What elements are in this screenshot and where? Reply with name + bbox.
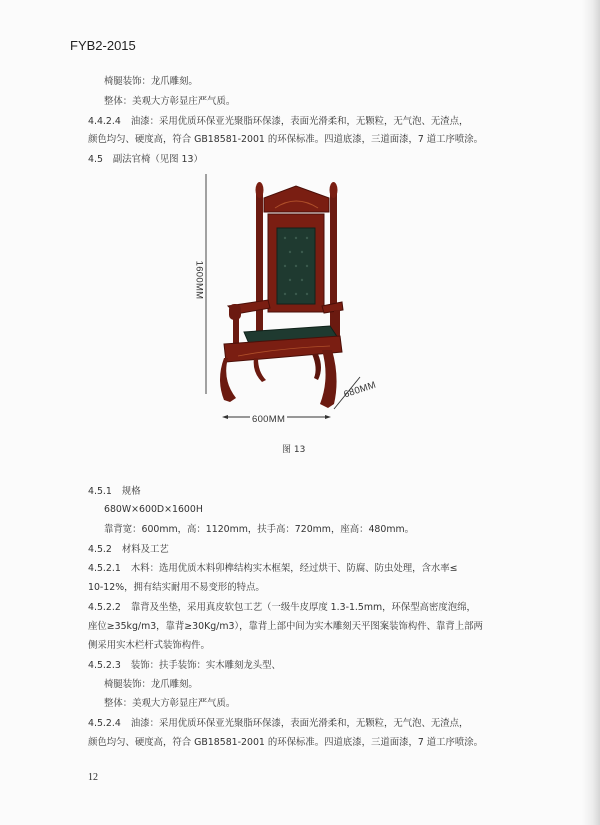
document-code: FYB2-2015 bbox=[70, 38, 136, 53]
decor-paragraph bbox=[88, 660, 281, 672]
leg-decor-text: 椅腿装饰：龙爪雕刻。 bbox=[104, 76, 198, 87]
materials-title: 材料及工艺 bbox=[121, 544, 169, 555]
clause-number: 4.4.2.4 bbox=[88, 116, 121, 127]
back-line-1: 靠背及坐垫，采用真皮软包工艺（一级牛皮厚度 1.3-1.5mm，环保型高密度泡绵， bbox=[130, 602, 476, 613]
height-dimension-label: 1600MM bbox=[193, 260, 205, 300]
section-title: 副法官椅（见图 13） bbox=[112, 154, 203, 165]
back-line-2: 座位≥35kg/m3，靠背≥30Kg/m3），靠背上部中间为实木雕刻天平图案装饰构件、靠背上部两 bbox=[88, 621, 483, 632]
spec-heading bbox=[88, 486, 141, 498]
back-paragraph bbox=[88, 602, 476, 614]
back-line-3: 侧采用实木栏杆式装饰构件。 bbox=[88, 640, 210, 651]
figure-caption: 图 13 bbox=[282, 445, 306, 455]
clause-number: 4.5.2.3 bbox=[88, 660, 121, 671]
paint-line-2-b: 颜色均匀、硬度高，符合 GB18581-2001 的环保标准。四道底漆，三道面漆，7 道工序喷涂。 bbox=[88, 737, 484, 748]
overall-text: 整体：美观大方彰显庄严气质。 bbox=[104, 96, 236, 107]
clause-number: 4.5.2.1 bbox=[88, 563, 121, 574]
spec-details: 靠背宽：600mm，高：1120mm，扶手高：720mm，座高：480mm。 bbox=[104, 524, 414, 535]
wood-line-1: 木料：选用优质木料卯榫结构实木框架，经过烘干、防腐、防虫处理，含水率≤ bbox=[130, 563, 458, 574]
clause-number: 4.5.2.4 bbox=[88, 718, 121, 729]
wood-paragraph bbox=[88, 563, 457, 575]
spec-title: 规格 bbox=[121, 486, 141, 497]
materials-heading bbox=[88, 544, 169, 556]
page-number: 12 bbox=[88, 772, 98, 783]
overall-text-2: 整体：美观大方彰显庄严气质。 bbox=[104, 698, 236, 709]
width-dimension-label: 600MM bbox=[252, 414, 286, 425]
materials-number: 4.5.2 bbox=[88, 544, 112, 555]
depth-dimension-label: 680MM bbox=[342, 379, 378, 401]
wood-line-2: 10-12%，拥有结实耐用不易变形的特点。 bbox=[88, 582, 265, 593]
section-number: 4.5 bbox=[88, 154, 103, 165]
spec-size: 680W×600D×1600H bbox=[104, 504, 203, 515]
leg-decor-text-2: 椅腿装饰：龙爪雕刻。 bbox=[104, 679, 198, 690]
paint-line-1: 油漆：采用优质环保亚光聚脂环保漆，表面光滑柔和，无颗粒，无气泡、无渣点， bbox=[130, 116, 469, 127]
clause-number: 4.5.2.2 bbox=[88, 602, 121, 613]
chair-illustration bbox=[220, 182, 343, 408]
spec-number: 4.5.1 bbox=[88, 486, 112, 497]
paint-line-2: 颜色均匀、硬度高，符合 GB18581-2001 的环保标准。四道底漆，三道面漆，7 道工序喷涂。 bbox=[88, 134, 484, 145]
paint-paragraph-2 bbox=[88, 718, 468, 730]
decor-line: 装饰：扶手装饰：实木雕刻龙头型、 bbox=[130, 660, 281, 671]
paint-line-1-b: 油漆：采用优质环保亚光聚脂环保漆，表面光滑柔和，无颗粒，无气泡、无渣点， bbox=[130, 718, 469, 729]
